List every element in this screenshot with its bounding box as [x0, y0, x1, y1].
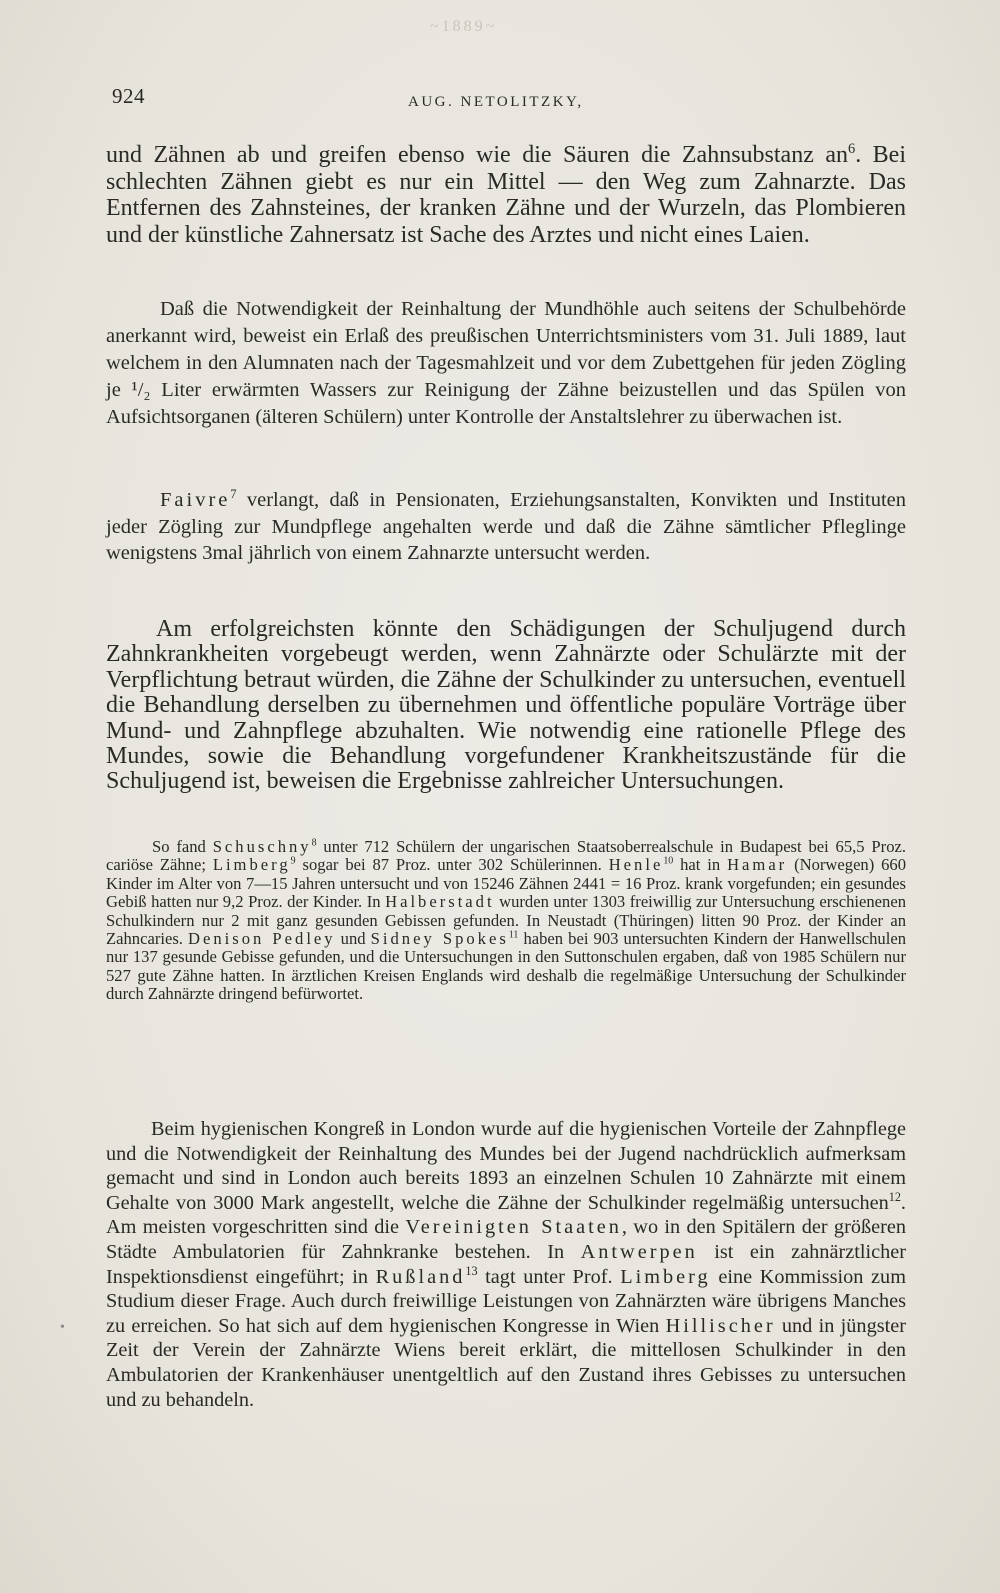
text-run: und	[335, 929, 371, 949]
text-run: unter 712 Schülern der ungarischen Staatsoberrealschule in Budapest bei 65,5 Proz. cariöse Zähne;	[106, 837, 906, 875]
paragraph-4	[106, 617, 906, 795]
text-run: verlangt, daß in Pensionaten, Erziehungsanstalten, Konvikten und Instituten jeder Zögling zur Mundpflege angehalten werde und daß die Zähne sämtlicher Pfleglinge wenigstens 3mal jährlich von einem Zahnarzte untersucht werden.	[106, 489, 906, 564]
margin-mark: •	[60, 1320, 65, 1335]
page-number: 924	[112, 84, 145, 108]
page-header	[112, 84, 912, 114]
author-name: Hillischer	[665, 1314, 776, 1337]
author-name: Sidney Spokes	[370, 929, 509, 949]
author-name: Faivre	[160, 489, 231, 511]
paragraph-6	[106, 1117, 906, 1412]
author-name: Limberg	[212, 855, 291, 875]
author-name: Schuschny	[212, 837, 312, 856]
author-name: Denison Pedley	[188, 929, 336, 949]
paragraph-3	[106, 487, 906, 567]
footnote-ref: 8	[311, 837, 317, 849]
text-run: und Zähnen ab und greifen ebenso wie die Säuren die Zahnsubstanz an	[106, 142, 848, 168]
text-run: . Bei schlechten Zähnen giebt es nur ein Mittel — den Weg zum Zahnarzte. Das Entfernen des Zahnsteines, der kranken Zähne und der Wurzeln, das Plombieren und der künstliche Zahnersatz ist Sache des Arztes und nicht eines Laien.	[106, 142, 907, 248]
place-name: Antwerpen	[580, 1240, 698, 1263]
text-run: (Norwegen) 660 Kinder im Alter von 7—15 Jahren untersucht und von 15246 Zähnen 2441 = 16 Proz. krank vorgefunden; ein gesundes Gebiß hatten nur 9,2 Proz. der Kinder. In	[106, 855, 907, 912]
place-name: Hamar	[727, 855, 788, 875]
text-run: und in jüngster Zeit der Verein der Zahnärzte Wiens bereit erklärt, die mittellosen Schulkinder in den Ambulatorien der Krankenhäuser unentgeltlich auf den Zustand ihres Gebisses zu untersuchen und zu behandeln.	[106, 1314, 906, 1411]
place-name: Halberstadt	[385, 892, 495, 912]
text-run: haben bei 903 untersuchten Kindern der Hanwellschulen nur 137 gesunde Gebisse gefunden, und die Untersuchungen in den Suttonschulen ergaben, daß von 1985 Schülern nur 527 gute Zähne hatten. In ärztlichen Kreisen Englands wird deshalb die regelmäßige Untersuchung der Schulkinder durch Zahnärzte dringend befürwortet.	[106, 929, 907, 1004]
paragraph-2	[106, 296, 906, 431]
footnote-ref: 7	[230, 487, 237, 502]
footnote-ref: 6	[848, 141, 856, 157]
text-run: Am erfolgreichsten könnte den Schädigungen der Schuljugend durch Zahnkrankheiten vorgebeugt werden, wenn Zahnärzte oder Schulärzte mit der Verpflichtung betraut würden, die Zähne der Schulkinder zu untersuchen, eventuell die Behandlung derselben zu übernehmen und öffentliche populäre Vorträge über Mund- und Zahnpflege abzuhalten. Wie notwendig eine rationelle Pflege des Mundes, sowie die Behandlung vorgefundener Krankheitszustände für die Schuljugend ist, beweisen die Ergebnisse zahlreicher Untersuchungen.	[106, 616, 906, 795]
footnote-ref: 13	[465, 1263, 478, 1278]
place-name: Vereinigten Staaten	[405, 1216, 622, 1239]
footnote-ref: 9	[290, 855, 296, 867]
faint-stamp: ~1889~	[430, 18, 498, 35]
place-name: Rußland	[375, 1265, 466, 1288]
text-run: . Am meisten vorgeschritten sind die	[106, 1191, 906, 1239]
text-run: ist ein zahnärztlicher Inspektionsdienst eingeführt; in	[106, 1240, 907, 1288]
text-run: So fand	[152, 837, 213, 856]
text-run: sogar bei 87 Proz. unter 302 Schülerinnen.	[295, 855, 609, 875]
footnote-ref: 10	[663, 855, 674, 867]
text-run: tagt unter Prof.	[477, 1265, 621, 1288]
footnote-ref: 12	[888, 1190, 901, 1205]
footnote-ref: 11	[508, 929, 519, 941]
text-run: wurden unter 1303 freiwillig zur Untersuchung erschienenen Schulkindern nur 2 mit ganz gesunden Gebissen gefunden. In Neustadt (Thüringen) litten 90 Proz. der Kinder an Zahncaries.	[106, 892, 906, 949]
author-name: Henle	[608, 855, 664, 875]
author-name: Limberg	[620, 1265, 711, 1288]
text-run: hat in	[673, 855, 728, 875]
fraction: ¹/₂	[131, 379, 151, 401]
text-run: Liter erwärmten Wassers zur Reinigung der Zähne beizustellen und das Spülen von Aufsichtsorganen (älteren Schülern) unter Kontrolle der Anstaltslehrer zu überwachen ist.	[106, 379, 906, 428]
text-run: Daß die Notwendigkeit der Reinhaltung der Mundhöhle auch seitens der Schulbehörde anerkannt wird, beweist ein Erlaß des preußischen Unterrichtsministers vom 31. Juli 1889, laut welchem in den Alumnaten nach der Tagesmahlzeit und vor dem Zubettgehen für jeden Zögling je	[106, 298, 906, 401]
text-run: eine Kommission zum Studium dieser Frage. Auch durch freiwillige Leistungen von Zahnärzten wäre übrigens Manches zu erreichen. So hat sich auf dem hygienischen Kongresse in Wien	[106, 1265, 906, 1337]
paragraph-5-small-print	[106, 838, 906, 1004]
paragraph-1	[106, 142, 906, 248]
running-head: AUG. NETOLITZKY,	[408, 94, 584, 110]
text-run: Beim hygienischen Kongreß in London wurde auf die hygienischen Vorteile der Zahnpflege und die Notwendigkeit der Reinhaltung des Mundes bei der Jugend nachdrücklich aufmerksam gemacht und sind in London auch bereits 1893 an einzelnen Schulen 10 Zahnärzte mit einem Gehalte von 3000 Mark angestellt, welche die Zähne der Schulkinder regelmäßig untersuchen	[106, 1118, 906, 1214]
text-run: , wo in den Spitälern der größeren Städte Ambulatorien für Zahnkranke bestehen. In	[106, 1216, 906, 1263]
